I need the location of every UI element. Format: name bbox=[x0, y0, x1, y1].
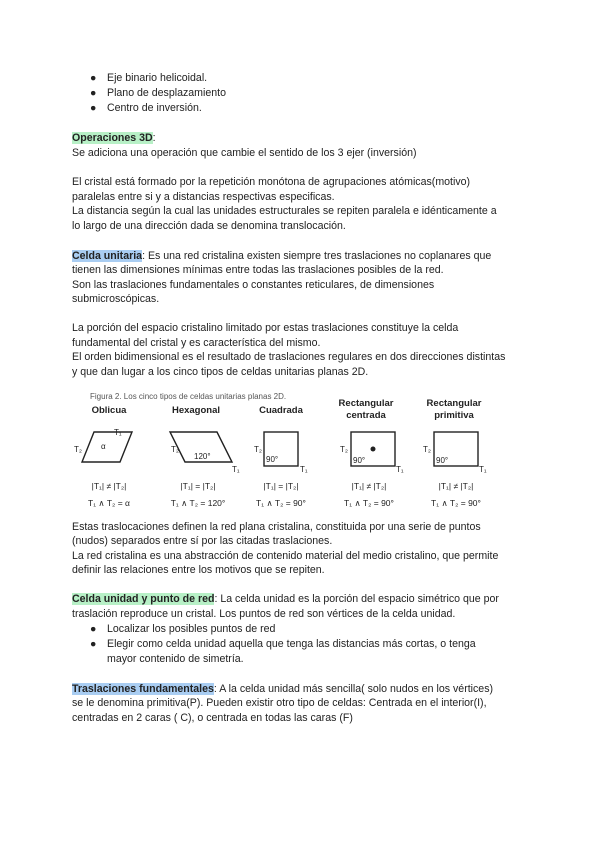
celda-unidad-heading: Celda unidad y punto de red bbox=[72, 593, 215, 605]
ops3d-heading: Operaciones 3D bbox=[72, 132, 153, 144]
angle-relation: T₁ ∧ T₂ = 90° bbox=[431, 498, 481, 508]
paragraph-line: lo largo de una dirección dada se denomina translocación. bbox=[72, 220, 346, 232]
traslaciones-heading: Traslaciones fundamentales bbox=[72, 683, 214, 695]
magnitude-relation: |T₁| = |T₂| bbox=[263, 481, 299, 491]
paragraph-line: y que dan lugar a los cinco tipos de celdas unitarias planas 2D. bbox=[72, 366, 369, 378]
bullet-icon: ● bbox=[90, 102, 97, 114]
paragraph-line: El cristal está formado por la repetición monótona de agrupaciones atómicas(motivo) bbox=[72, 176, 471, 188]
cell-subtitle: primitiva bbox=[434, 410, 474, 421]
paragraph-line: Estas traslocaciones definen la red plana cristalina, constituida por una serie de puntos bbox=[72, 521, 481, 533]
paragraph-line: tienen las dimensiones mínimas entre todas las traslaciones posibles de la red. bbox=[72, 264, 444, 276]
paragraph-line: Se adiciona una operación que cambie el sentido de los 3 ejer (inversión) bbox=[72, 147, 417, 159]
angle-label: α bbox=[101, 442, 106, 451]
t2-label: T₂ bbox=[340, 445, 348, 454]
celda-unidad-line: Celda unidad y punto de red: La celda unidad es la porción del espacio simétrico que por bbox=[72, 593, 499, 605]
unit-cells-figure bbox=[72, 392, 512, 514]
angle-label: 90° bbox=[353, 456, 366, 465]
t1-label: T₁ bbox=[232, 465, 240, 474]
cell-subtitle: centrada bbox=[346, 410, 386, 421]
cell-title: Rectangular bbox=[426, 398, 482, 409]
t2-label: T₂ bbox=[254, 445, 262, 454]
paragraph-line: paralelas entre si y a distancias respectivas especificas. bbox=[72, 191, 335, 203]
unit-cells-diagram bbox=[72, 392, 512, 514]
paragraph-line: (nudos) separados entre sí por las citadas traslaciones. bbox=[72, 535, 333, 547]
t1-label: T₁ bbox=[479, 465, 487, 474]
t2-label: T₂ bbox=[423, 445, 431, 454]
angle-relation: T₁ ∧ T₂ = α bbox=[88, 498, 130, 508]
t1-label: T₁ bbox=[300, 465, 308, 474]
paragraph-line: La distancia según la cual las unidades estructurales se repiten paralela e idénticamente a bbox=[72, 205, 497, 217]
cell-title: Oblicua bbox=[91, 405, 127, 416]
t1-label: T₁ bbox=[396, 465, 404, 474]
cell-title: Rectangular bbox=[338, 398, 394, 409]
t1-label: T₁ bbox=[114, 428, 122, 437]
magnitude-relation: |T₁| ≠ |T₂| bbox=[438, 481, 474, 491]
celda-unitaria-line: Celda unitaria: Es una red cristalina existen siempre tres traslaciones no coplanares que bbox=[72, 250, 492, 262]
paragraph-line: centradas en 2 caras ( C), o centrada en todas las caras (F) bbox=[72, 712, 353, 724]
center-lattice-point bbox=[371, 447, 376, 452]
bullet-icon: ● bbox=[90, 72, 97, 84]
oblique-cell-shape bbox=[82, 432, 132, 462]
paragraph-line: submicroscópicas. bbox=[72, 293, 160, 305]
traslaciones-line: Traslaciones fundamentales: A la celda unidad más sencilla( solo nudos en los vértices) bbox=[72, 683, 494, 695]
paragraph-line: Son las traslaciones fundamentales o constantes reticulares, de dimensiones bbox=[72, 279, 435, 291]
ops3d-heading-line: Operaciones 3D: bbox=[72, 132, 156, 144]
t2-label: T₂ bbox=[171, 445, 179, 454]
bullet-icon: ● bbox=[90, 638, 97, 650]
cell-title: Cuadrada bbox=[259, 405, 303, 416]
paragraph-line: El orden bidimensional es el resultado de traslaciones regulares en dos direcciones distintas bbox=[72, 351, 506, 363]
magnitude-relation: |T₁| ≠ |T₂| bbox=[91, 481, 127, 491]
angle-relation: T₁ ∧ T₂ = 90° bbox=[344, 498, 394, 508]
angle-label: 90° bbox=[436, 456, 449, 465]
paragraph-line: La porción del espacio cristalino limitado por estas traslaciones constituye la celda bbox=[72, 322, 459, 334]
angle-relation: T₁ ∧ T₂ = 90° bbox=[256, 498, 306, 508]
magnitude-relation: |T₁| = |T₂| bbox=[180, 481, 216, 491]
angle-relation: T₁ ∧ T₂ = 120° bbox=[170, 498, 226, 508]
magnitude-relation: |T₁| ≠ |T₂| bbox=[351, 481, 387, 491]
bullet-icon: ● bbox=[90, 623, 97, 635]
angle-label: 90° bbox=[266, 455, 279, 464]
celda-unitaria-heading: Celda unitaria bbox=[72, 250, 143, 262]
figure-caption: Figura 2. Los cinco tipos de celdas unitarias planas 2D. bbox=[90, 392, 287, 401]
paragraph-line: se le denomina primitiva(P). Pueden existir otro tipo de celdas: Centrada en el interior(I), bbox=[72, 697, 487, 709]
bullet-icon: ● bbox=[90, 87, 97, 99]
cell-title: Hexagonal bbox=[171, 405, 221, 416]
paragraph-line: traslación reproduce un cristal. Los puntos de red son vértices de la celda unidad. bbox=[72, 608, 456, 620]
paragraph-line: fundamental del cristal y es característica del mismo. bbox=[72, 337, 321, 349]
paragraph-line: La red cristalina es una abstracción de contenido material del medio cristalino, que permite bbox=[72, 550, 499, 562]
document-page: ● Eje binario helicoidal. ● Plano de desplazamiento ● Centro de inversión. Operaciones 3D: Se adiciona una operación que cambie el sentido de los 3 ejer (inversión) El cristal está formado por la repetición monótona de agrupaciones atómicas(motivo) paralelas entre si y a distancias respectivas especificas. La distancia según la cual las unidades estructurales se repiten paralela e idénticamente a lo largo de una dirección dada se denomina translocación. Celda unitaria: Es una red cristalina existen siempre tres traslaciones no coplanares que tienen las dimensiones mínimas entre todas las traslaciones posibles de la red. Son las traslaciones fundamentales o constantes reticulares, de dimensiones submicroscópicas. La porción del espacio cristalino limitado por estas traslaciones constituye la celda fundamental del cristal y es característica del mismo. El orden bidimensional es el resultado de traslaciones regulares en dos direcciones distintas y que dan lugar a los cinco tipos de celdas unitarias planas 2D. Figura 2. Los cinco tipos de celdas unitarias planas 2D. Oblicua Hexagonal Cuadrada Rectangular centrada Rectangular primitiva α 120° 90° 90° 90° T₂ T₁ T₂ T₁ T₂ T₁ T₂ T₁ T₂ T₁ |T₁| ≠ |T₂| T₁ ∧ T₂ = α |T₁| = |T₂| T₁ ∧ T₂ = 120° |T₁| = |T₂| T₁ ∧ T₂ = 90° |T₁| ≠ |T₂| T₁ ∧ T₂ = 90° |T₁| ≠ |T₂| T₁ ∧ T₂ = 90° Estas traslocaciones definen la red plana cristalina, constituida por una serie de puntos (nudos) separados entre sí por las citadas traslaciones. La red cristalina es una abstracción de contenido material del medio cristalino, que permite definir las relaciones entre los motivos que se repiten. Celda unidad y punto de red: La celda unidad es la porción del espacio simétrico que por traslación reproduce un cristal. Los puntos de red son vértices de la celda unidad. ● Localizar los posibles puntos de red ● Elegir como celda unidad aquella que tenga las distancias más cortas, o tenga mayor contenido de simetría. Traslaciones fundamentales: A la celda unidad más sencilla( solo nudos en los vértices) se le denomina primitiva(P). Pueden existir otro tipo de celdas: Centrada en el interior(I), centradas en 2 caras ( C), o centrada en todas las caras (F) bbox=[0, 0, 600, 848]
angle-label: 120° bbox=[194, 452, 211, 461]
t2-label: T₂ bbox=[74, 445, 82, 454]
paragraph-line: definir las relaciones entre los motivos que se repiten. bbox=[72, 564, 325, 576]
